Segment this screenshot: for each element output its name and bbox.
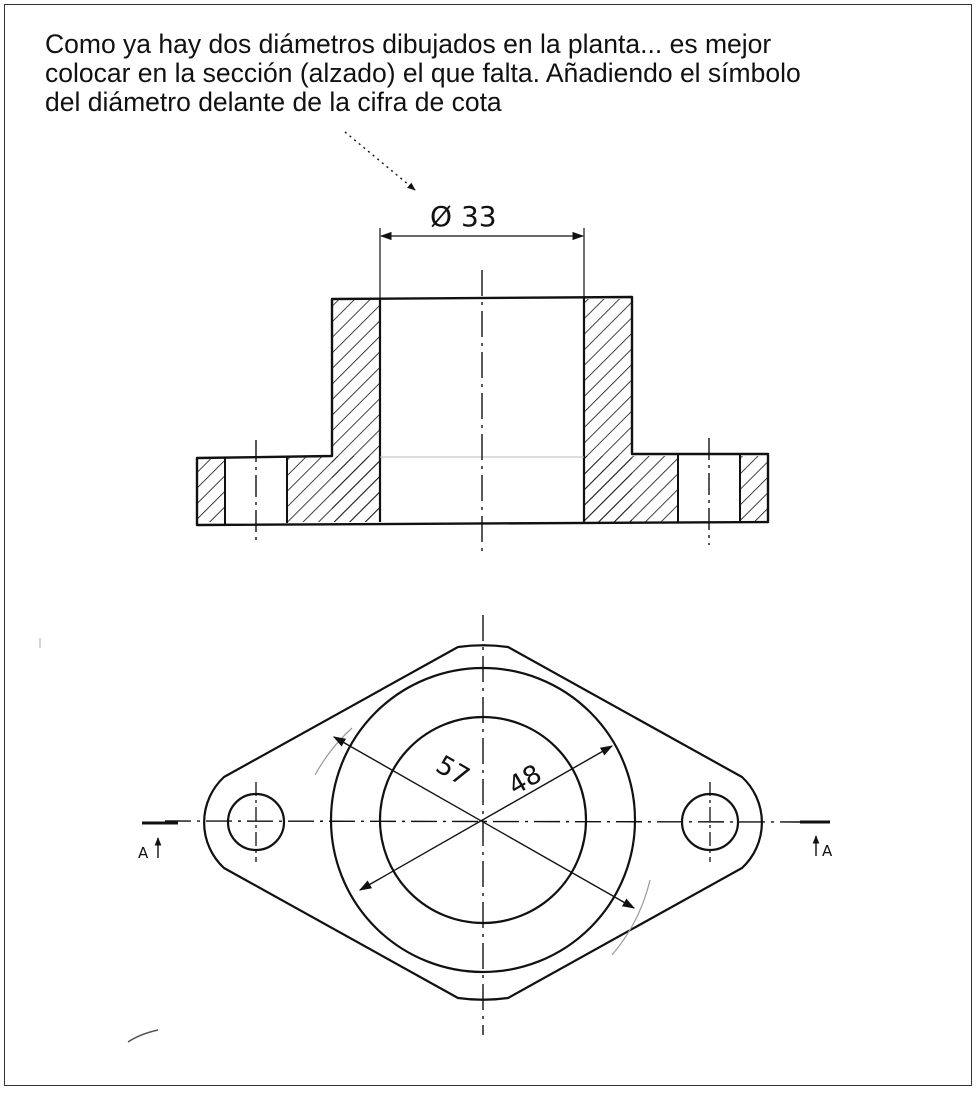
dimension-label-57: 57 — [430, 750, 475, 793]
cut-label-right: A — [822, 842, 833, 860]
dimension-label-48: 48 — [503, 759, 548, 802]
leader-line — [345, 132, 415, 190]
note-line-3: del diámetro delante de la cifra de cota — [45, 87, 502, 117]
pencil-mark — [128, 1030, 158, 1042]
hatch-flange-left-inner — [287, 456, 380, 522]
note-line-1: Como ya hay dos diámetros dibujados en la planta... es mejor — [45, 29, 772, 59]
dimension-label-33: Ø 33 — [430, 200, 497, 233]
plan-view — [138, 615, 833, 1035]
hatch-flange-right-inner — [584, 456, 678, 522]
hatch-flange-right-outer — [740, 456, 768, 522]
hatch-flange-left-outer — [197, 458, 225, 522]
cut-label-left: A — [138, 844, 149, 862]
section-view — [197, 200, 768, 552]
note-line-2: colocar en la sección (alzado) el que falta. Añadiendo el símbolo — [45, 58, 801, 88]
